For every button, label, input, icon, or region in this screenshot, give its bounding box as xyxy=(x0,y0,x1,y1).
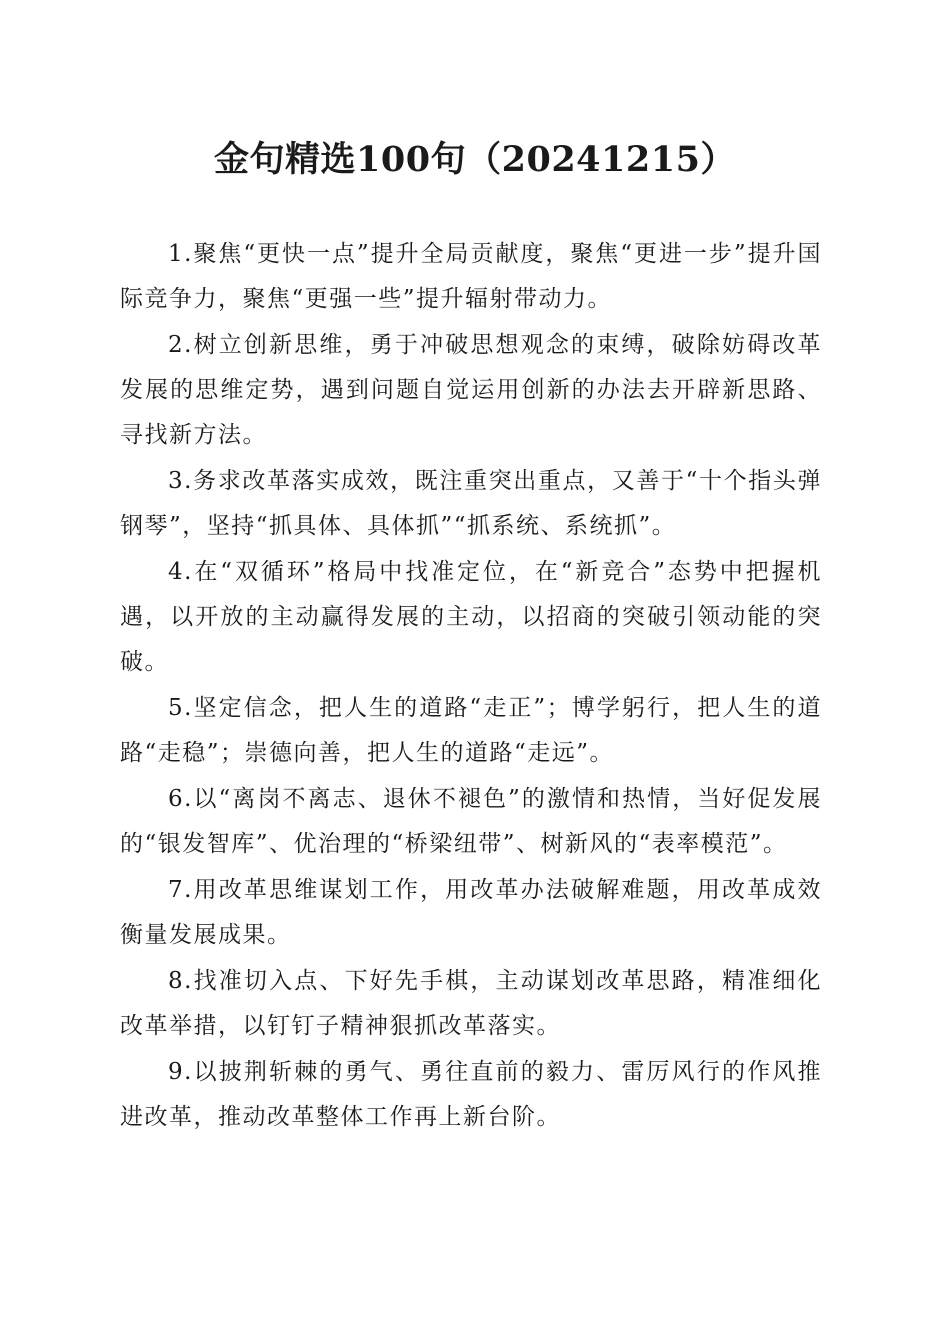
document-title: 金句精选100句（20241215） xyxy=(214,139,736,180)
paragraph-7: 7.用改革思维谋划工作，用改革办法破解难题，用改革成效衡量发展成果。 xyxy=(120,877,822,948)
paragraph-8: 8.找准切入点、下好先手棋，主动谋划改革思路，精准细化改革举措，以钉钉子精神狠抓改革落实。 xyxy=(120,968,822,1039)
paragraph-9: 9.以披荆斩棘的勇气、勇往直前的毅力、雷厉风行的作风推进改革，推动改革整体工作再上新台阶。 xyxy=(120,1059,822,1130)
paragraph-1: 1.聚焦“更快一点”提升全局贡献度，聚焦“更进一步”提升国际竞争力，聚焦“更强一些”提升辐射带动力。 xyxy=(120,241,822,312)
document-body xyxy=(120,232,822,1141)
paragraph-5: 5.坚定信念，把人生的道路“走正”；博学躬行，把人生的道路“走稳”；崇德向善，把人生的道路“走远”。 xyxy=(120,695,822,766)
paragraph-2: 2.树立创新思维，勇于冲破思想观念的束缚，破除妨碍改革发展的思维定势，遇到问题自觉运用创新的办法去开辟新思路、寻找新方法。 xyxy=(120,332,822,448)
paragraph-6: 6.以“离岗不离志、退休不褪色”的激情和热情，当好促发展的“银发智库”、优治理的“桥梁纽带”、树新风的“表率模范”。 xyxy=(120,786,822,857)
paragraph-4: 4.在“双循环”格局中找准定位，在“新竞合”态势中把握机遇，以开放的主动赢得发展的主动，以招商的突破引领动能的突破。 xyxy=(120,559,822,675)
paragraph-3: 3.务求改革落实成效，既注重突出重点，又善于“十个指头弹钢琴”，坚持“抓具体、具体抓”“抓系统、系统抓”。 xyxy=(120,468,822,539)
